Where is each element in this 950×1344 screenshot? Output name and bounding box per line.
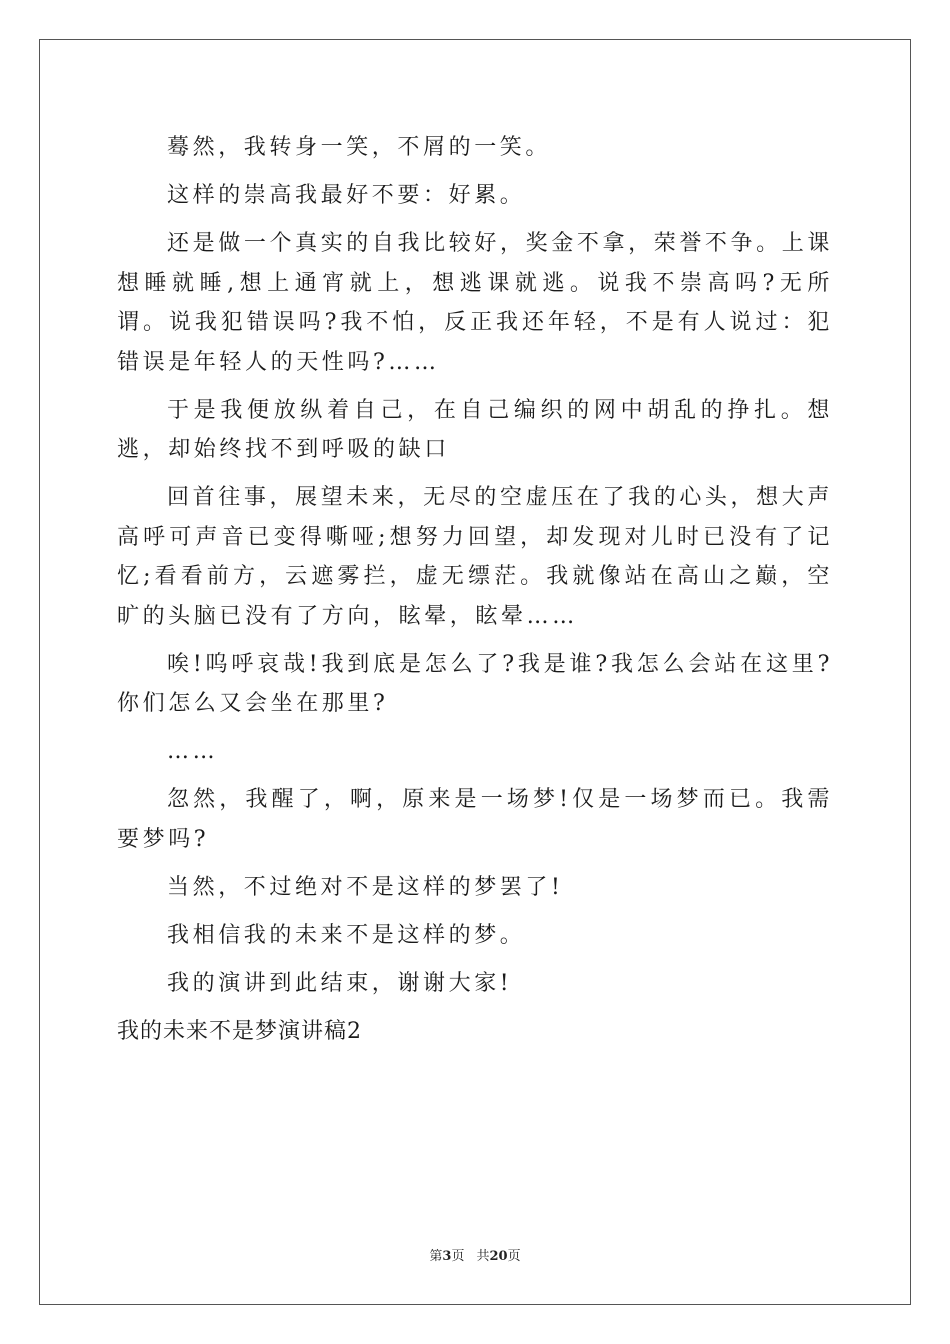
page-number: 3 — [442, 1249, 452, 1264]
paragraph: 当然，不过绝对不是这样的梦罢了! — [167, 874, 564, 900]
total-suffix: 页 — [507, 1249, 521, 1264]
paragraph: 于是我便放纵着自己，在自己编织的网中胡乱的挣扎。想逃，却始终找不到呼吸的缺口 — [117, 397, 833, 462]
paragraph: 唉!呜呼哀哉!我到底是怎么了?我是谁?我怎么会站在这里?你们怎么又会坐在那里? — [117, 651, 833, 716]
paragraph: 我相信我的未来不是这样的梦。 — [167, 922, 526, 948]
document-body — [117, 128, 833, 1060]
total-pages: 20 — [489, 1249, 508, 1264]
paragraph: 回首往事，展望未来，无尽的空虚压在了我的心头，想大声高呼可声音已变得嘶哑;想努力回望，却发现对儿时已没有了记忆;看看前方，云遮雾拦，虚无缥茫。我就像站在高山之巅，空旷的头脑已没有了方向，眩晕，眩晕…… — [117, 485, 833, 629]
paragraph: 我的演讲到此结束，谢谢大家! — [167, 970, 513, 996]
paragraph: 忽然，我醒了，啊，原来是一场梦!仅是一场梦而已。我需要梦吗? — [117, 787, 833, 852]
total-prefix: 共 — [476, 1249, 490, 1264]
section-heading: 我的未来不是梦演讲稿2 — [117, 1018, 362, 1044]
paragraph: 还是做一个真实的自我比较好，奖金不拿，荣誉不争。上课想睡就睡,想上通宵就上，想逃课就逃。说我不崇高吗?无所谓。说我犯错误吗?我不怕，反正我还年轻，不是有人说过：犯错误是年轻人的天性吗?…… — [117, 231, 833, 375]
ellipsis-line: …… — [167, 739, 219, 764]
paragraph: 蓦然，我转身一笑，不屑的一笑。 — [167, 135, 552, 160]
page-prefix: 第 — [429, 1249, 443, 1264]
page-suffix: 页 — [451, 1249, 465, 1264]
paragraph: 这样的崇高我最好不要：好累。 — [167, 183, 526, 208]
page-footer — [0, 1248, 950, 1266]
